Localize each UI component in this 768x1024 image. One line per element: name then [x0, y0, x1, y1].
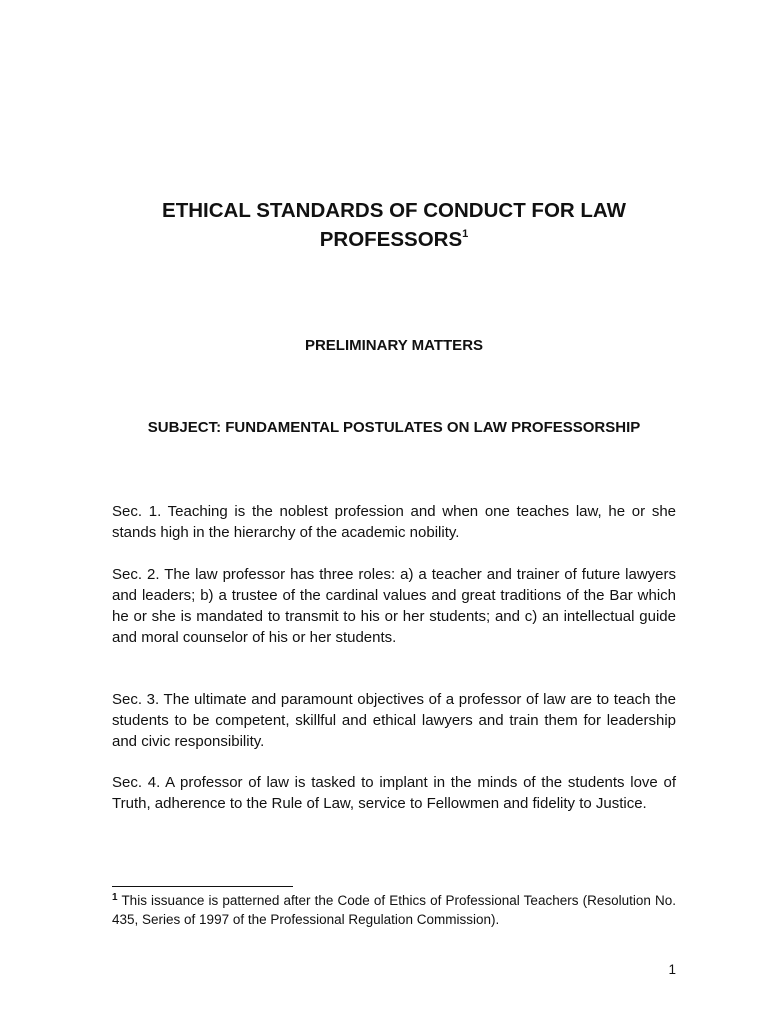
section-1-paragraph: Sec. 1. Teaching is the noblest profession and when one teaches law, he or she stands high in the hierarchy of the academic nobility. — [112, 503, 676, 541]
subject-heading: SUBJECT: FUNDAMENTAL POSTULATES ON LAW PROFESSORSHIP — [147, 419, 641, 436]
page-number: 1 — [668, 962, 676, 977]
document-title-text: ETHICAL STANDARDS OF CONDUCT FOR LAW PROFESSORS — [162, 199, 626, 251]
section-4-paragraph: Sec. 4. A professor of law is tasked to implant in the minds of the students love of Truth, adherence to the Rule of Law, service to Fellowmen and fidelity to Justice. — [112, 774, 676, 812]
title-footnote-marker: 1 — [462, 228, 469, 240]
footnote-divider — [112, 886, 293, 887]
section-2-paragraph: Sec. 2. The law professor has three roles: a) a teacher and trainer of future lawyers and leaders; b) a trustee of the cardinal values and great traditions of the Bar which he or she is mandated to transmit to his or her students; and c) an intellectual guide and moral counselor of his or her students. — [112, 566, 676, 646]
preliminary-heading: PRELIMINARY MATTERS — [304, 337, 484, 354]
footnote — [112, 891, 676, 929]
section-3-paragraph: Sec. 3. The ultimate and paramount objectives of a professor of law are to teach the students to be competent, skillful and ethical lawyers and train them for leadership and civic responsibility. — [112, 691, 676, 750]
document-title — [100, 196, 688, 254]
footnote-text: This issuance is patterned after the Code of Ethics of Professional Teachers (Resolution No. 435, Series of 1997 of the Professional Regulation Commission). — [112, 893, 676, 927]
footnote-marker: 1 — [112, 892, 118, 903]
